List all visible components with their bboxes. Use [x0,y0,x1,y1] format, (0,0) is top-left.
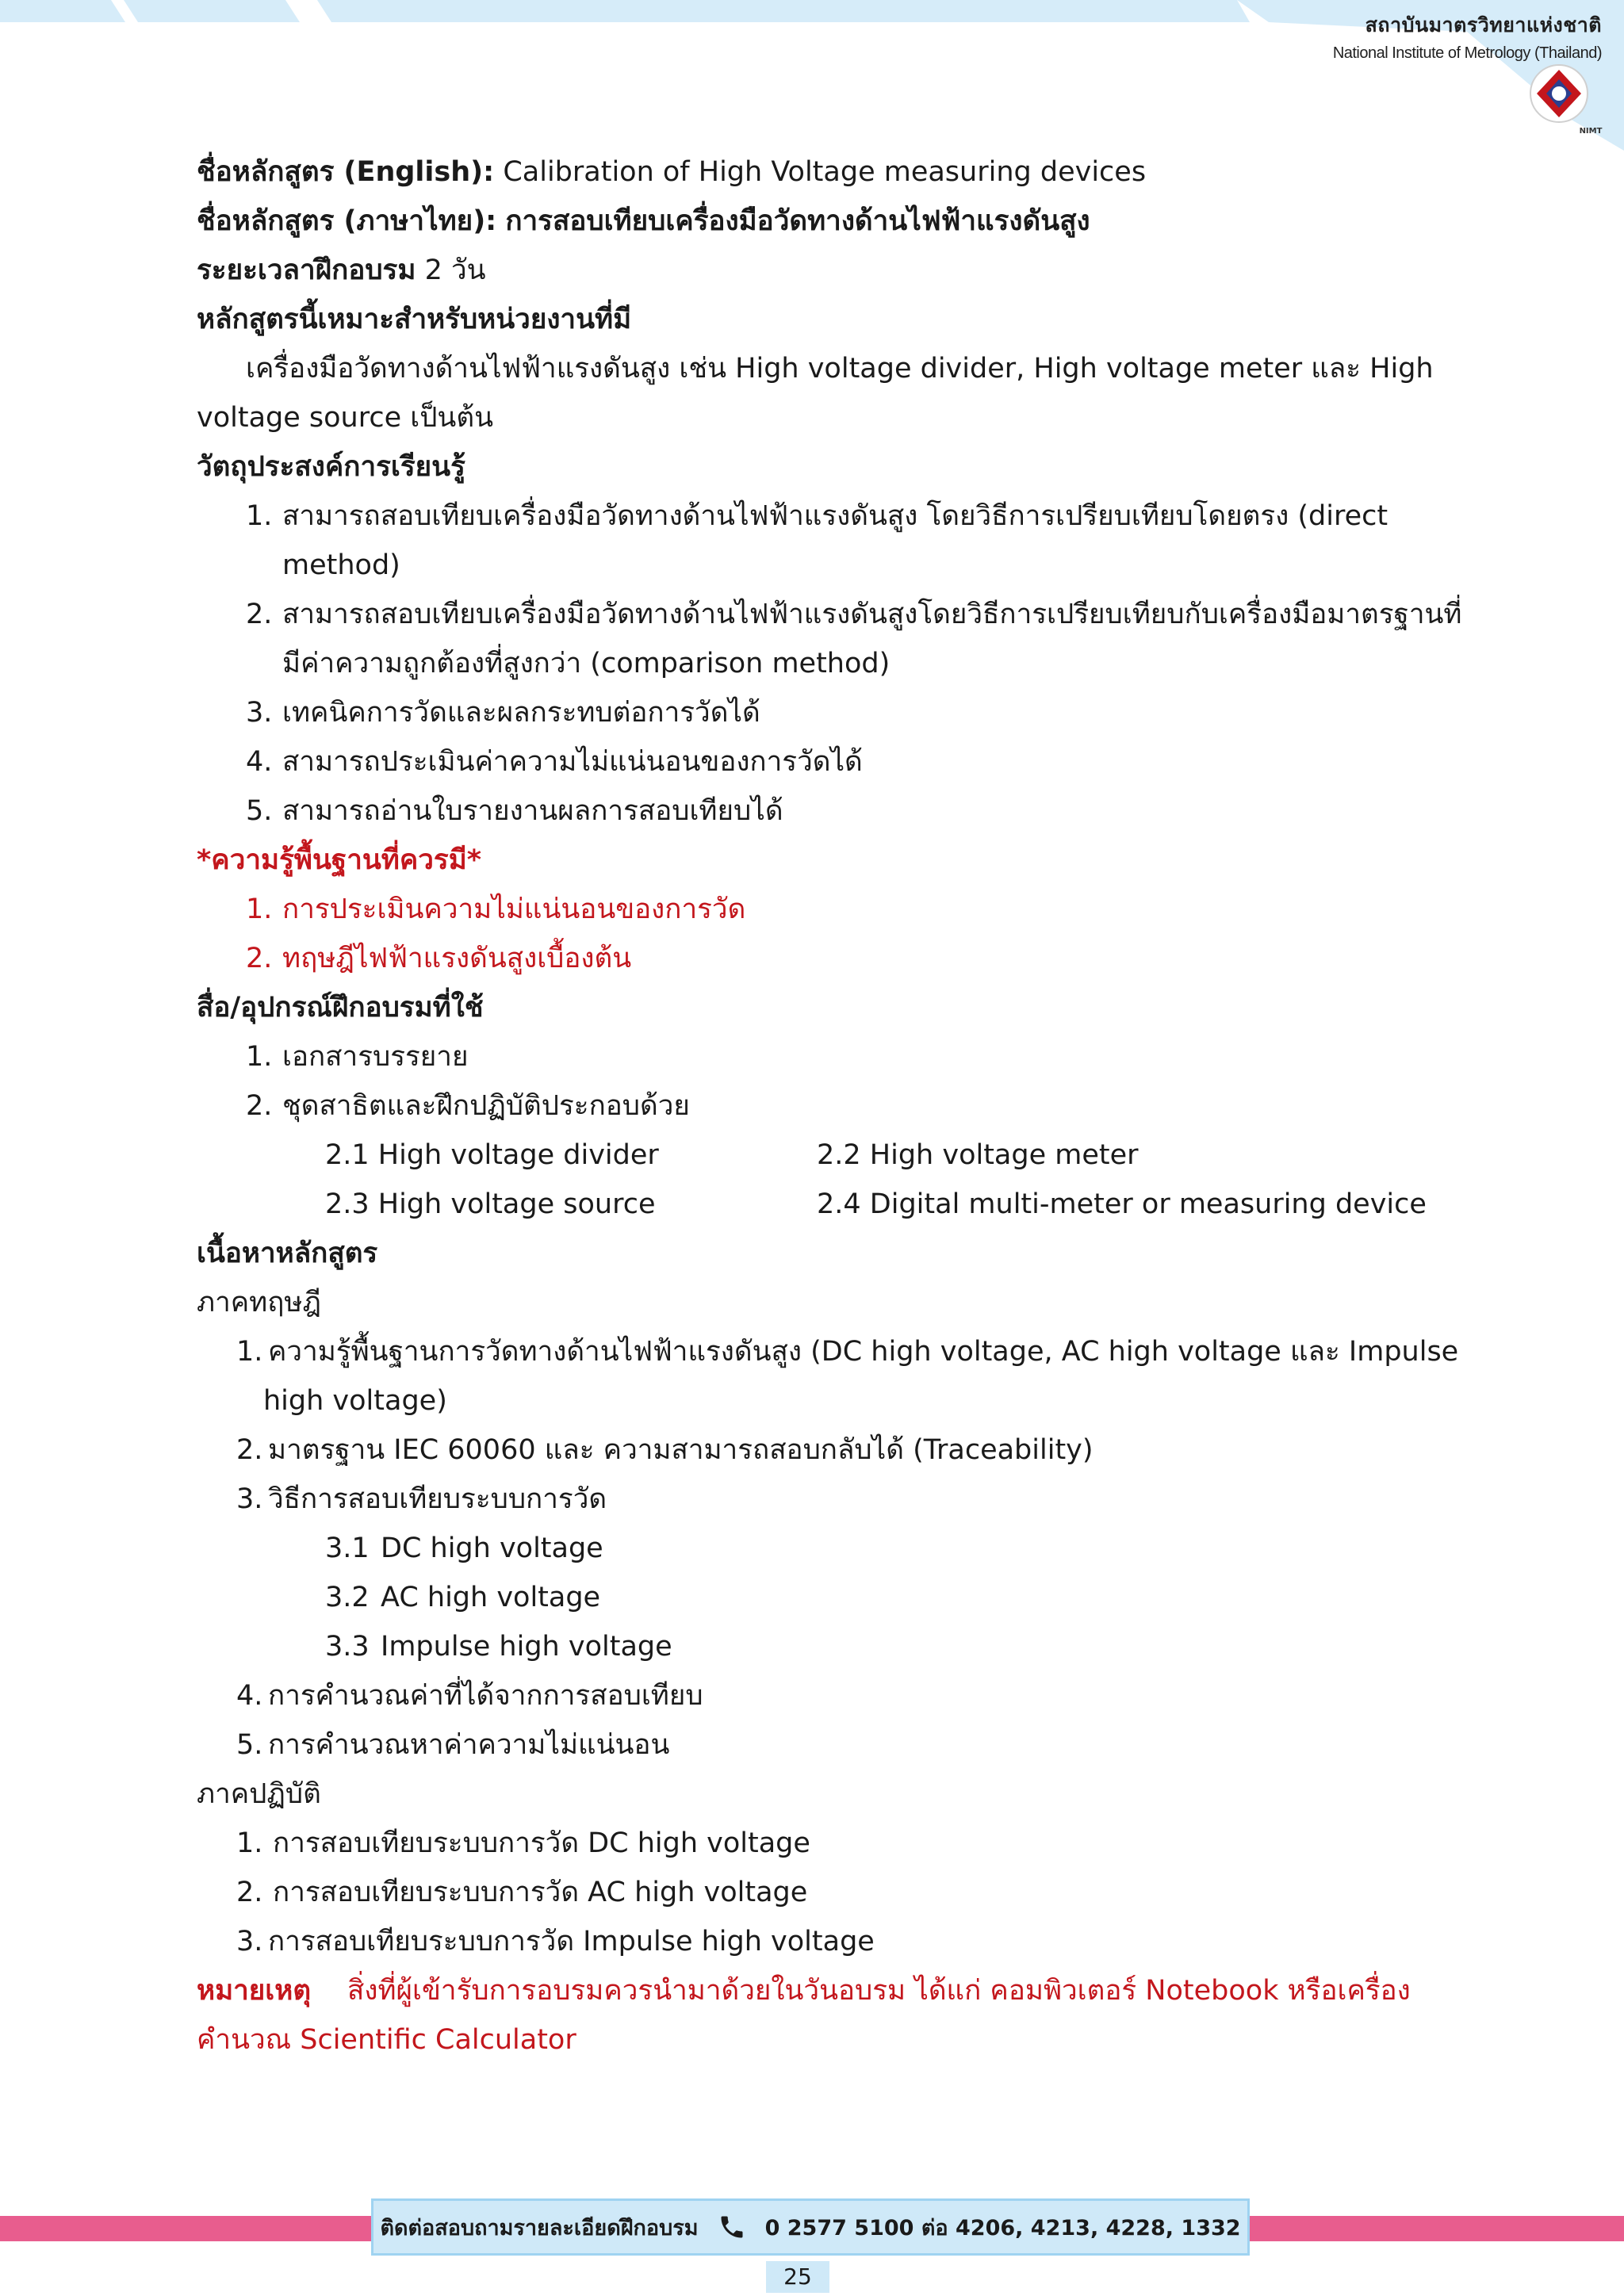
list-item [197,1425,1465,1475]
suitable-line-2: voltage source เป็นต้น [197,402,494,434]
note [197,1966,1465,2015]
list-item [197,1032,1465,1081]
list-item [197,1671,1465,1720]
list-number: 1. [246,500,273,532]
duration [197,246,1465,295]
list-text: การคำนวณหาค่าความไม่แน่นอน [268,1729,670,1761]
sub-item [197,1622,1465,1671]
list-number: 3. [236,1483,263,1515]
list-text: สามารถสอบเทียบเครื่องมือวัดทางด้านไฟฟ้าแรงดันสูง โดยวิธีการเปรียบเทียบโดยตรง (direct [282,500,1388,532]
list-number: 2. [246,599,273,630]
logo-text: NIMT [1579,127,1603,136]
course-name-th-value: การสอบเทียบเครื่องมือวัดทางด้านไฟฟ้าแรงดันสูง [505,205,1090,237]
sub-item [197,1524,1465,1573]
list-number: 2. [246,943,273,974]
suitable-heading: หลักสูตรนี้เหมาะสำหรับหน่วยงานที่มี [197,304,632,335]
list-item [197,688,1465,737]
list-item [197,1720,1465,1770]
list-text: การสอบเทียบระบบการวัด AC high voltage [273,1877,808,1908]
list-number: 2. [236,1877,263,1908]
list-item [197,786,1465,836]
kit-row [197,1131,1465,1180]
list-item [197,1327,1465,1376]
content-heading: เนื้อหาหลักสูตร [197,1238,378,1269]
sub-text: AC high voltage [381,1582,601,1613]
list-item [197,590,1465,639]
sub-number: 3.3 [325,1631,370,1663]
prerequisites-heading: *ความรู้พื้นฐานที่ควรมี* [197,844,482,876]
course-content [197,147,1465,2064]
practice-label: ภาคปฏิบัติ [197,1778,321,1810]
list-text: สามารถสอบเทียบเครื่องมือวัดทางด้านไฟฟ้าแรงดันสูงโดยวิธีการเปรียบเทียบกับเครื่องมือมาตรฐานที่ [282,599,1462,630]
sub-number: 3.1 [325,1533,370,1564]
list-number: 2. [236,1434,263,1466]
kit-item: 2.4 Digital multi-meter or measuring device [817,1188,1427,1220]
list-item [197,934,1465,983]
list-text: ความรู้พื้นฐานการวัดทางด้านไฟฟ้าแรงดันสูง (DC high voltage, AC high voltage และ Impulse [268,1336,1459,1368]
list-number: 5. [236,1729,263,1761]
list-number: 1. [246,894,273,925]
list-item [197,885,1465,934]
list-text: ทฤษฎีไฟฟ้าแรงดันสูงเบื้องต้น [282,943,632,974]
list-item-continuation: high voltage) [263,1385,447,1417]
note-continuation: คำนวณ Scientific Calculator [197,2024,576,2056]
course-name-th [197,197,1465,246]
contact-phone: 0 2577 5100 ต่อ 4206, 4213, 4228, 1332 [764,2215,1241,2241]
sub-item [197,1573,1465,1622]
theory-label: ภาคทฤษฎี [197,1287,321,1318]
kit-item: 2.2 High voltage meter [817,1139,1139,1171]
list-item-continuation: มีค่าความถูกต้องที่สูงกว่า (comparison method) [282,648,891,679]
note-label: หมายเหตุ [197,1975,312,2007]
list-number: 2. [246,1090,273,1122]
suitable-line-1: เครื่องมือวัดทางด้านไฟฟ้าแรงดันสูง เช่น High voltage divider, High voltage meter และ High [246,353,1434,385]
contact-box [371,2198,1250,2256]
sub-text: Impulse high voltage [381,1631,672,1663]
list-item [197,1081,1465,1131]
course-name-en [197,147,1465,197]
organization-name [1333,10,1602,63]
contact-label: ติดต่อสอบถามรายละเอียดฝึกอบรม [380,2215,699,2241]
org-english-name: National Institute of Metrology (Thailand) [1332,44,1602,62]
objectives-heading: วัตถุประสงค์การเรียนรู้ [197,451,465,483]
sub-number: 3.2 [325,1582,370,1613]
list-text: เทคนิคการวัดและผลกระทบต่อการวัดได้ [282,697,760,729]
list-number: 4. [236,1680,263,1712]
course-name-en-label: ชื่อหลักสูตร (English): [197,156,495,188]
course-name-th-label: ชื่อหลักสูตร (ภาษาไทย): [197,205,497,237]
list-item [197,1917,1465,1966]
list-item [197,1868,1465,1917]
list-text: การสอบเทียบระบบการวัด DC high voltage [273,1827,810,1859]
sub-text: DC high voltage [381,1533,603,1564]
list-text: การสอบเทียบระบบการวัด Impulse high voltage [268,1926,875,1957]
list-text: การคำนวณค่าที่ได้จากการสอบเทียบ [268,1680,703,1712]
list-item [197,737,1465,786]
list-number: 1. [236,1827,263,1859]
list-text: สามารถประเมินค่าความไม่แน่นอนของการวัดได้ [282,746,863,778]
list-text: ชุดสาธิตและฝึกปฏิบัติประกอบด้วย [282,1090,690,1122]
phone-icon [718,2213,746,2241]
list-item [197,1819,1465,1868]
nimt-logo [1524,62,1611,138]
course-name-en-value: Calibration of High Voltage measuring devices [503,156,1147,188]
duration-value: 2 วัน [424,254,486,286]
org-thai-name: สถาบันมาตรวิทยาแห่งชาติ [1365,13,1602,36]
materials-heading: สื่อ/อุปกรณ์ฝึกอบรมที่ใช้ [197,992,484,1024]
page-number: 25 [766,2261,829,2293]
kit-item: 2.1 High voltage divider [325,1139,659,1171]
duration-label: ระยะเวลาฝึกอบรม [197,254,416,286]
kit-item: 2.3 High voltage source [325,1188,656,1220]
list-text: เอกสารบรรยาย [282,1041,469,1073]
list-number: 4. [246,746,273,778]
kit-row [197,1180,1465,1229]
list-item-continuation: method) [282,549,400,581]
list-item [197,492,1465,541]
list-number: 5. [246,795,273,827]
list-number: 3. [246,697,273,729]
note-text: สิ่งที่ผู้เข้ารับการอบรมควรนำมาด้วยในวันอบรม ได้แก่ คอมพิวเตอร์ Notebook หรือเครื่อง [347,1975,1411,2007]
list-text: มาตรฐาน IEC 60060 และ ความสามารถสอบกลับได้ (Traceability) [268,1434,1094,1466]
list-text: สามารถอ่านใบรายงานผลการสอบเทียบได้ [282,795,783,827]
list-text: การประเมินความไม่แน่นอนของการวัด [282,894,746,925]
list-item [197,1475,1465,1524]
list-number: 3. [236,1926,263,1957]
list-number: 1. [236,1336,263,1368]
list-text: วิธีการสอบเทียบระบบการวัด [268,1483,607,1515]
list-number: 1. [246,1041,273,1073]
